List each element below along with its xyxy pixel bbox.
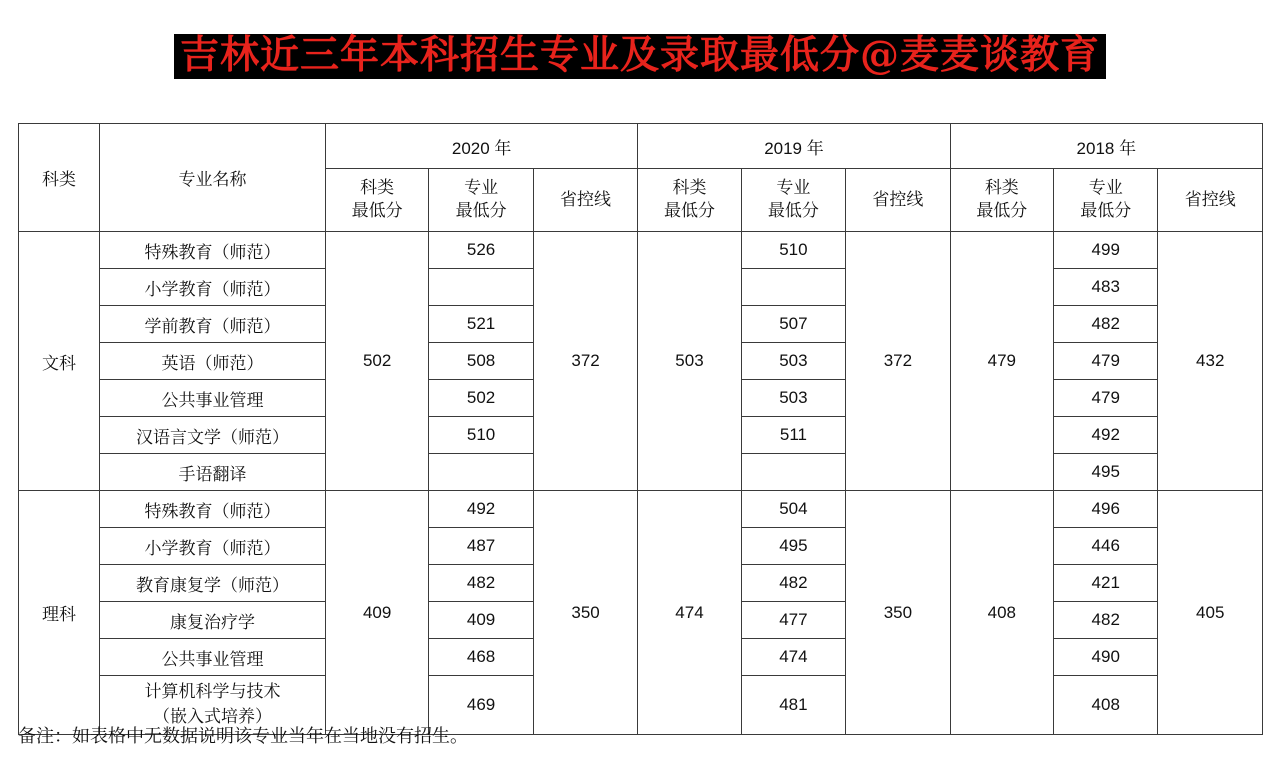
major-min-2019: 474 [741, 639, 845, 676]
major-min-2018: 446 [1054, 528, 1158, 565]
major-min-2019: 503 [741, 380, 845, 417]
major-min-2018: 496 [1054, 491, 1158, 528]
major-min-2018: 479 [1054, 343, 1158, 380]
header-subject: 科类 [19, 124, 100, 232]
major-min-2019: 504 [741, 491, 845, 528]
province-line-2019: 350 [846, 491, 950, 735]
major-min-2019: 503 [741, 343, 845, 380]
major-name: 小学教育（师范） [100, 528, 326, 565]
header-2020-subject-min: 科类 最低分 [325, 169, 428, 232]
header-2018-major-min: 专业 最低分 [1054, 169, 1158, 232]
major-min-2020: 409 [429, 602, 533, 639]
major-min-2020: 469 [429, 676, 533, 735]
major-min-2020: 487 [429, 528, 533, 565]
major-name: 英语（师范） [100, 343, 326, 380]
province-line-2018: 405 [1158, 491, 1263, 735]
table-row [19, 232, 1263, 269]
major-min-2020: 521 [429, 306, 533, 343]
header-year-2020: 2020 年 [325, 124, 637, 169]
major-min-2020: 502 [429, 380, 533, 417]
subject-min-2020: 502 [325, 232, 428, 491]
major-min-2018: 421 [1054, 565, 1158, 602]
major-min-2020 [429, 269, 533, 306]
major-min-2018: 479 [1054, 380, 1158, 417]
major-min-2019: 495 [741, 528, 845, 565]
header-year-2018: 2018 年 [950, 124, 1262, 169]
major-name: 公共事业管理 [100, 639, 326, 676]
subject-min-2018: 479 [950, 232, 1053, 491]
province-line-2019: 372 [846, 232, 950, 491]
header-2018-province-line: 省控线 [1158, 169, 1263, 232]
major-min-2018: 495 [1054, 454, 1158, 491]
title-banner-wrap [0, 34, 1280, 79]
major-min-2018: 499 [1054, 232, 1158, 269]
major-min-2019 [741, 454, 845, 491]
header-year-2019: 2019 年 [638, 124, 950, 169]
subject-min-2018: 408 [950, 491, 1053, 735]
major-min-2019: 477 [741, 602, 845, 639]
major-name: 特殊教育（师范） [100, 232, 326, 269]
major-min-2018: 408 [1054, 676, 1158, 735]
major-min-2020: 526 [429, 232, 533, 269]
major-name: 汉语言文学（师范） [100, 417, 326, 454]
major-min-2020: 468 [429, 639, 533, 676]
title-banner [174, 34, 1106, 79]
subject-min-2019: 474 [638, 491, 741, 735]
header-2020-province-line: 省控线 [533, 169, 637, 232]
table-header-year-row [19, 124, 1263, 169]
major-name: 学前教育（师范） [100, 306, 326, 343]
major-name: 教育康复学（师范） [100, 565, 326, 602]
major-min-2020 [429, 454, 533, 491]
subject-min-2019: 503 [638, 232, 741, 491]
table-row [19, 491, 1263, 528]
province-line-2020: 350 [533, 491, 637, 735]
major-min-2018: 482 [1054, 602, 1158, 639]
major-name: 康复治疗学 [100, 602, 326, 639]
major-min-2018: 483 [1054, 269, 1158, 306]
header-major: 专业名称 [100, 124, 326, 232]
major-name: 手语翻译 [100, 454, 326, 491]
major-min-2020: 492 [429, 491, 533, 528]
major-name: 公共事业管理 [100, 380, 326, 417]
header-2019-major-min: 专业 最低分 [741, 169, 845, 232]
major-min-2020: 482 [429, 565, 533, 602]
major-min-2019 [741, 269, 845, 306]
group-subject-science: 理科 [19, 491, 100, 735]
major-name: 小学教育（师范） [100, 269, 326, 306]
major-name: 特殊教育（师范） [100, 491, 326, 528]
admission-score-table [18, 123, 1263, 735]
major-min-2019: 481 [741, 676, 845, 735]
header-2019-province-line: 省控线 [846, 169, 950, 232]
major-min-2019: 507 [741, 306, 845, 343]
page-title: 吉林近三年本科招生专业及录取最低分@麦麦谈教育 [179, 32, 1100, 78]
header-2019-subject-min: 科类 最低分 [638, 169, 741, 232]
major-min-2020: 510 [429, 417, 533, 454]
table-footnote: 备注：如表格中无数据说明该专业当年在当地没有招生。 [18, 726, 468, 747]
major-min-2018: 490 [1054, 639, 1158, 676]
group-subject-liberal: 文科 [19, 232, 100, 491]
major-min-2019: 482 [741, 565, 845, 602]
major-min-2018: 482 [1054, 306, 1158, 343]
major-min-2018: 492 [1054, 417, 1158, 454]
major-name: 计算机科学与技术 （嵌入式培养） [100, 676, 326, 735]
header-2020-major-min: 专业 最低分 [429, 169, 533, 232]
header-2018-subject-min: 科类 最低分 [950, 169, 1053, 232]
province-line-2018: 432 [1158, 232, 1263, 491]
subject-min-2020: 409 [325, 491, 428, 735]
major-min-2020: 508 [429, 343, 533, 380]
major-min-2019: 510 [741, 232, 845, 269]
province-line-2020: 372 [533, 232, 637, 491]
major-min-2019: 511 [741, 417, 845, 454]
